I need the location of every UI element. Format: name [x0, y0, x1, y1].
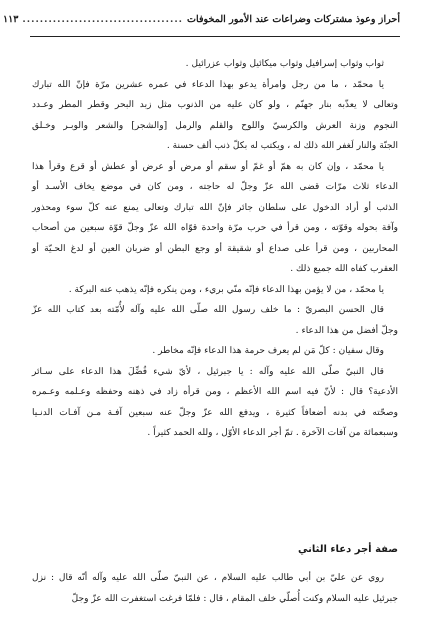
running-header — [2, 14, 400, 34]
text-line: وتعالى لا يعذّبه بنار جهنّم ، ولو كان عليه من الذنوب مثل زبد البحر وقطر المطر وعـدد — [32, 100, 398, 110]
paragraph — [32, 341, 398, 362]
text-line: يا محمّد ، ما من رجل وامرأة يدعو بهذا الدعاء في عمره عشرين مرّة فإنّ الله تبارك — [32, 79, 384, 90]
text-line: الجنّة والنار لَغفر الله ذلك له ، ويكتب له بكلّ ذنب ألف حسنة . — [166, 141, 398, 151]
header-leader-dots: ..................................... — [22, 14, 184, 25]
paragraph — [32, 362, 398, 444]
main-text — [32, 54, 398, 444]
text-line: يا محمّد ، من لا يؤمن بهذا الدعاء فإنّه منّي بريء ، ومن ينكره فإنّه يذهب عنه البركة . — [68, 284, 384, 295]
running-header-title: أحراز وعوذ مشتركات وضراعات عند الأمور المخوفات — [187, 14, 400, 25]
text-line: وسبعمائة من آفات الآخرة . تمّ أجر الدعاء الأوّل ، ولله الحمد كثيراً . — [147, 428, 398, 438]
text-line: العقرب كفاه الله جميع ذلك . — [290, 264, 398, 274]
text-line: جبرئيل عليه السلام وكنت أُصلّي خلف المقام ، قال : فلمّا فرغت استغفرت الله عزّ وجلّ — [71, 593, 398, 604]
text-line: قال الحسن البصريّ : ما خلف رسول الله صلّى الله عليه وآله لأُمّته بعد كتاب الله عزّ — [32, 305, 384, 315]
paragraph — [32, 568, 398, 609]
text-line: الأدعية؟ قال : لأنّ فيه اسم الله الأعظم ، ومن قرأه زاد في ذهنه وحفظه وعـلمه وعـمره — [32, 387, 398, 397]
paragraph — [32, 75, 398, 157]
paragraph — [32, 157, 398, 280]
text-line: وصحّته في بدنه أضعافاً كثيرة ، ويدفع الله عزّ وجلّ عنه سبعين آفـة مـن آفـات الدنـيا — [32, 407, 398, 418]
header-divider — [30, 36, 400, 37]
text-line: الذئب أو أراد الدخول على سلطان جائر فإنّ الله تبارك وتعالى يمنع عنه كلّ سوء ومحذور — [32, 202, 398, 213]
section-heading: صفة أجر دعاء الثاني — [298, 544, 398, 555]
section-text — [32, 568, 398, 609]
paragraph — [32, 300, 398, 341]
text-line: روي عن عليّ بن أبي طالب عليه السلام ، عن النبيّ صلّى الله عليه وآله أنّه قال : نزل — [32, 573, 384, 583]
text-line: وجلّ أفضل من هذا الدعاء . — [295, 325, 398, 336]
text-line: قال النبيّ صلّى الله عليه وآله : يا جبرئيل ، لأيّ شيء فُضِّلَ هذا الدعاء على سـائر — [32, 366, 384, 377]
text-line: المحاربين ، ومن قرأ على صداع أو شقيقة أو وجع البطن أو ضربان العين أو لدغ الحـيّة أو — [32, 243, 398, 254]
text-line: وآفة بحوله وقوّته ، ومن قرأ في حرب مرّة واحدة قوّاه الله عزّ وجلّ قوّة سبعين من أصحاب — [32, 223, 398, 233]
page-number: ١١٣ — [2, 14, 19, 25]
paragraph — [32, 280, 398, 301]
text-line: يا محمّد ، وإن كان به همّ أو غمّ أو سقم أو مرض أو عرض أو عطش أو قرع وقرأ هذا — [32, 161, 384, 172]
text-line: النجوم وزنة العرش والكرسيّ واللوح والقلم والرمل [والشجر] والشعر والوبـر وخـلق — [32, 120, 398, 131]
text-line: ثواب وثواب إسرافيل وثواب ميكائيل وثواب عزرائيل . — [185, 59, 384, 69]
paragraph — [32, 54, 398, 75]
text-line: وقال سفيان : كلّ مَن لم يعرف حرمة هذا الدعاء فإنّه مخاطر . — [152, 346, 384, 356]
text-line: الدعاء ثلاث مرّات قضى الله عزّ وجلّ له حاجته ، ومن كان في موضع يخاف الأسـد أو — [32, 182, 398, 192]
